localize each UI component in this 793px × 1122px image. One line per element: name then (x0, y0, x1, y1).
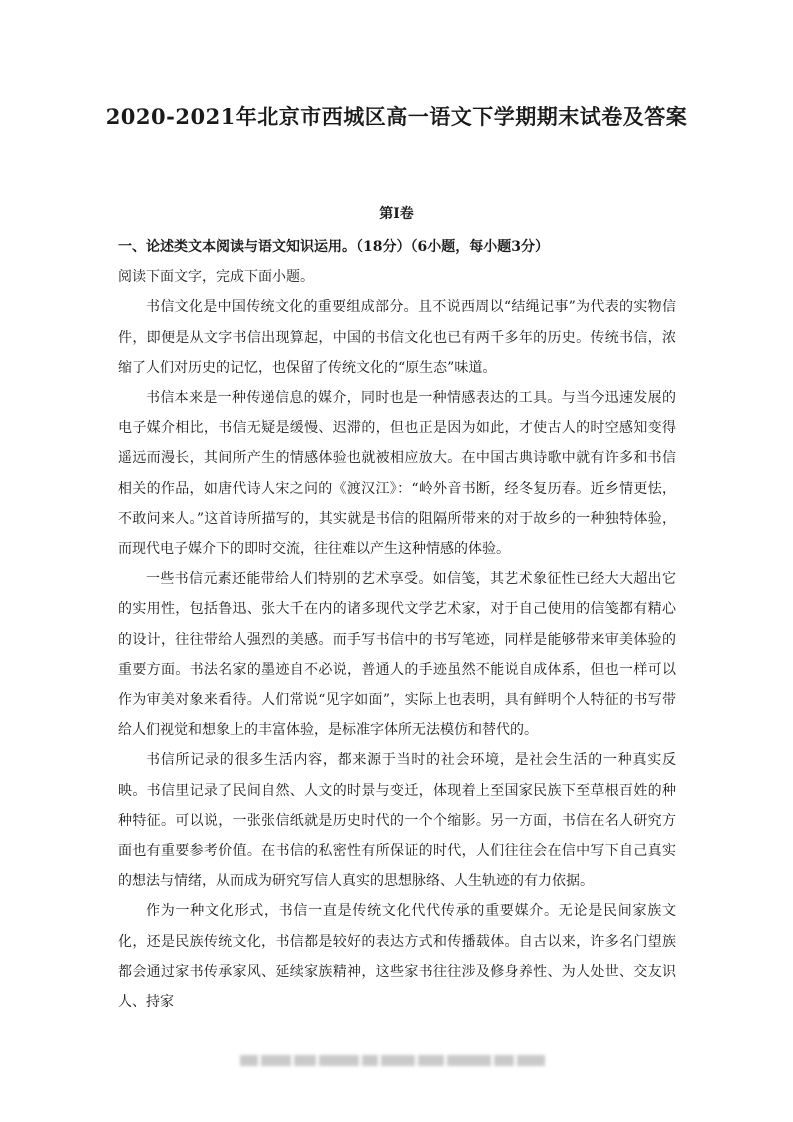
document-title: 2020-2021年北京市西城区高一语文下学期期末试卷及答案 (105, 104, 688, 129)
paragraph-5: 作为一种文化形式，书信一直是传统文化代代传承的重要媒介。无论是民间家族文化，还是民族传统文化，书信都是较好的表达方式和传播载体。自古以来，许多名门望族都会通过家书传承家风、延续家族精神，这些家书往往涉及修身养性、为人处世、交友识人、持家 (118, 903, 676, 1011)
section-heading: 一、论述类文本阅读与语文知识运用。（18分）（6小题，每小题3分） (118, 239, 549, 255)
paragraph-1: 书信文化是中国传统文化的重要组成部分。且不说西周以“结绳记事”为代表的实物信件，即便是从文字书信出现算起，中国的书信文化也已有两千多年的历史。传统书信，浓缩了人们对历史的记忆，也保留了传统文化的“原生态”味道。 (118, 299, 676, 376)
blurred-footer-watermark (240, 1053, 555, 1067)
document-body (118, 232, 676, 1017)
paragraph-4: 书信所记录的很多生活内容，都来源于当时的社会环境，是社会生活的一种真实反映。书信里记录了民间自然、人文的时景与变迁，体现着上至国家民族下至草根百姓的种种特征。可以说，一张张信纸就是历史时代的一个个缩影。另一方面，书信在名人研究方面也有重要参考价值。在书信的私密性有所保证的时代，人们往往会在信中写下自己真实的想法与情绪，从而成为研究写信人真实的思想脉络、人生轨迹的有力依据。 (118, 752, 676, 890)
volume-title: 第Ⅰ卷 (379, 206, 414, 222)
reading-instruction: 阅读下面文字，完成下面小题。 (118, 269, 314, 286)
paragraph-2: 书信本来是一种传递信息的媒介，同时也是一种情感表达的工具。与当今迅速发展的电子媒介相比，书信无疑是缓慢、迟滞的，但也正是因为如此，才使古人的时空感知变得遥远而漫长，其间所产生的情感体验也就被相应放大。在中国古典诗歌中就有许多和书信相关的作品，如唐代诗人宋之问的《渡汉江》：“岭外音书断，经冬复历春。近乡情更怯，不敢问来人。”这首诗所描写的，其实就是书信的阻隔所带来的对于故乡的一种独特体验，而现代电子媒介下的即时交流，往往难以产生这种情感的体验。 (118, 390, 676, 558)
paragraph-3: 一些书信元素还能带给人们特别的艺术享受。如信笺，其艺术象征性已经大大超出它的实用性，包括鲁迅、张大千在内的诸多现代文学艺术家，对于自己使用的信笺都有精心的设计，往往带给人强烈的美感。而手写书信中的书写笔迹，同样是能够带来审美体验的重要方面。书法名家的墨迹自不必说，普通人的手迹虽然不能说自成体系，但也一样可以作为审美对象来看待。人们常说“见字如面”，实际上也表明，具有鲜明个人特征的书写带给人们视觉和想象上的丰富体验，是标准字体所无法模仿和替代的。 (118, 571, 676, 739)
